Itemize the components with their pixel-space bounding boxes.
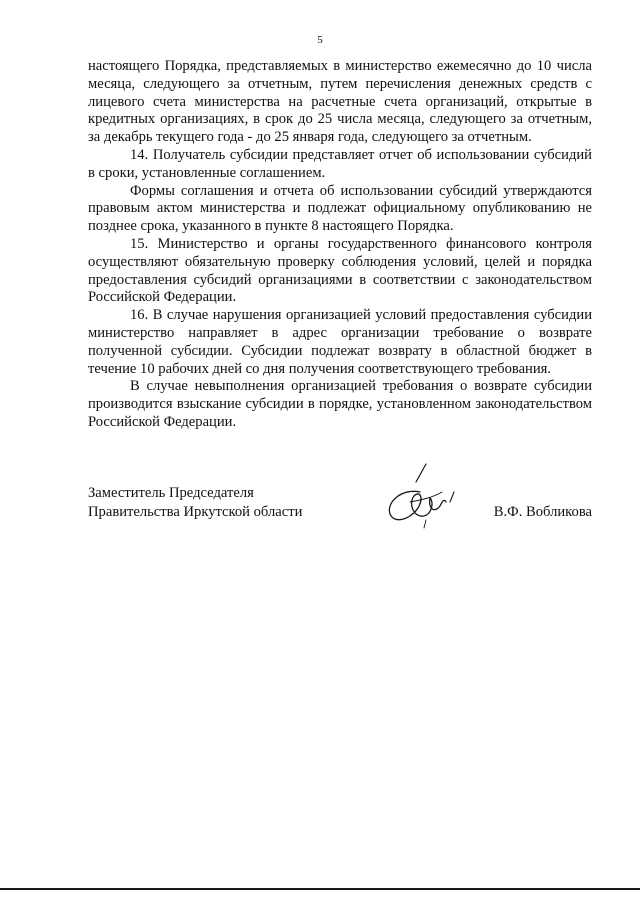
signatory-name: В.Ф. Вобликова [493,504,592,520]
paragraph-recovery: В случае невыполнения организацией требования о возврате субсидии производится взыскание субсидии в порядке, установленном законодательством Российской Федерации. [88,378,592,430]
paragraph-15: 15. Министерство и органы государственного финансового контроля осуществляют обязательную проверку соблюдения условий, целей и порядка предоставления субсидий организациями в соответствии с законодательством Российской Федерации. [88,235,592,306]
page-bottom-edge [0,888,640,890]
paragraph-14: 14. Получатель субсидии представляет отчет об использовании субсидий в сроки, установленные соглашением. [88,146,592,181]
paragraph-16: 16. В случае нарушения организацией условий предоставления субсидии министерство направляет в адрес организации требование о возврате полученной субсидии. Субсидии подлежат возврату в областной бюджет в течение 10 рабочих дней со дня получения соответствующего требования. [88,307,592,377]
handwritten-signature-icon [380,462,470,542]
signatory-title [88,484,302,522]
signatory-title-line-1: Заместитель Председателя [88,485,254,501]
document-body [88,58,592,432]
signatory-title-line-2: Правительства Иркутской области [88,504,303,520]
paragraph-continuation: настоящего Порядка, представляемых в министерство ежемесячно до 10 числа месяца, следующего за отчетным, путем перечисления денежных средств с лицевого счета министерства на расчетные счета организаций, открытые в кредитных организациях, в срок до 25 числа месяца, следующего за отчетным, за декабрь текущего года - до 25 января года, следующего за отчетным. [88,58,592,146]
signature-block [88,484,592,544]
paragraph-forms: Формы соглашения и отчета об использовании субсидий утверждаются правовым актом министерства и подлежат официальному опубликованию не позднее срока, указанного в пункте 8 настоящего Порядка. [88,182,592,235]
page-number: 5 [317,34,323,46]
